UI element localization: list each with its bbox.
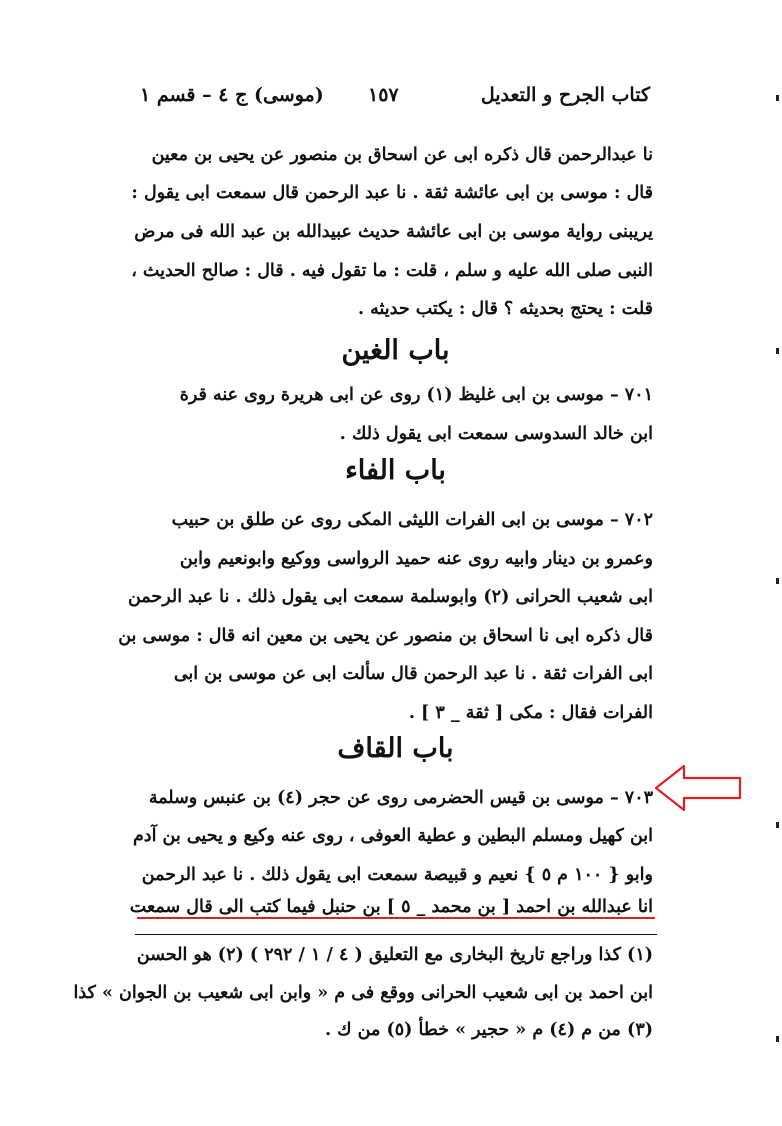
entry-702-line: ابى شعيب الحرانى (٢) وابوسلمة سمعت ابى يقول ذلك . نا عبد الرحمن [127,587,653,607]
highlight-underline [137,917,655,919]
scan-margin-mark [776,578,779,584]
section-heading-ghayn: باب الغين [341,335,450,366]
text-line: النبى صلى الله عليه و سلم ، قلت : ما تقول فيه . قال : صالح الحديث ، [131,261,653,281]
footnote-line: (١) كذا وراجع تاريخ البخارى مع التعليق ( ٤ / ١ / ٢٩٢ ) (٢) هو الحسن [136,945,653,965]
entry-703-line: انا عبدالله بن احمد [ بن محمد _ ٥ ] بن حنبل فيما كتب الى قال سمعت [129,897,653,917]
footnote-line: (٣) من م (٤) م « حجير » خطأ (٥) من ك . [324,1020,653,1040]
scan-margin-mark [776,822,779,828]
entry-701-line: ابن خالد السدوسى سمعت ابى يقول ذلك . [339,424,653,444]
entry-702-line: الفرات فقال : مكى [ ثقة _ ٣ ] . [408,703,653,723]
page-number: ١٥٧ [368,84,399,106]
scan-margin-mark [776,348,779,354]
section-heading-fa: باب الفاء [345,455,446,486]
book-title: كتاب الجرح و التعديل [480,84,650,106]
text-line: قلت : يحتج بحديثه ؟ قال : يكتب حديثه . [357,299,653,319]
footnote-line: ابن احمد بن ابى شعيب الحرانى ووقع فى م « وابن ابى شعيب بن الجوان » كذا [73,983,653,1003]
left-arrow-icon [654,763,742,813]
entry-701-line: ٧٠١ – موسى بن ابى غليظ (١) روى عن ابى هريرة روى عنه قرة [179,385,653,405]
text-line: نا عبدالرحمن قال ذكره ابى عن اسحاق بن منصور عن يحيى بن معين [151,145,653,165]
section-label: (موسى) ج ٤ – قسم ١ [140,84,324,106]
scan-margin-mark [776,95,779,101]
entry-702-line: ابى الفرات ثقة . نا عبد الرحمن قال سألت ابى عن موسى بن ابى [173,664,653,684]
entry-702-line: وعمرو بن دينار وابيه روى عنه حميد الرواسى ووكيع وابونعيم وابن [179,549,653,569]
entry-702-line: ٧٠٢ – موسى بن ابى الفرات الليثى المكى روى عن طلق بن حبيب [171,510,653,530]
section-heading-qaf: باب القاف [337,733,454,764]
text-line: قال : موسى بن ابى عائشة ثقة . نا عبد الرحمن قال سمعت ابى يقول : [131,183,653,203]
page-header [140,84,650,114]
entry-703-line: وابو { ١٠٠ م ٥ } نعيم و قبيصة سمعت ابى يقول ذلك . نا عبد الرحمن [141,865,653,885]
entry-702-line: قال ذكره ابى نا اسحاق بن منصور عن يحيى بن معين انه قال : موسى بن [118,626,653,646]
footnote-separator [135,934,657,935]
scan-margin-mark [776,1036,779,1042]
text-line: يريبنى رواية موسى بن ابى عائشة حديث عبيدالله بن عبد الله فى مرض [134,222,653,242]
entry-703-line: ابن كهيل ومسلم البطين و عطية العوفى ، روى عنه وكيع و يحيى بن آدم [132,826,653,846]
entry-703-line: ٧٠٣ – موسى بن قيس الحضرمى روى عن حجر (٤) بن عنبس وسلمة [148,788,653,808]
